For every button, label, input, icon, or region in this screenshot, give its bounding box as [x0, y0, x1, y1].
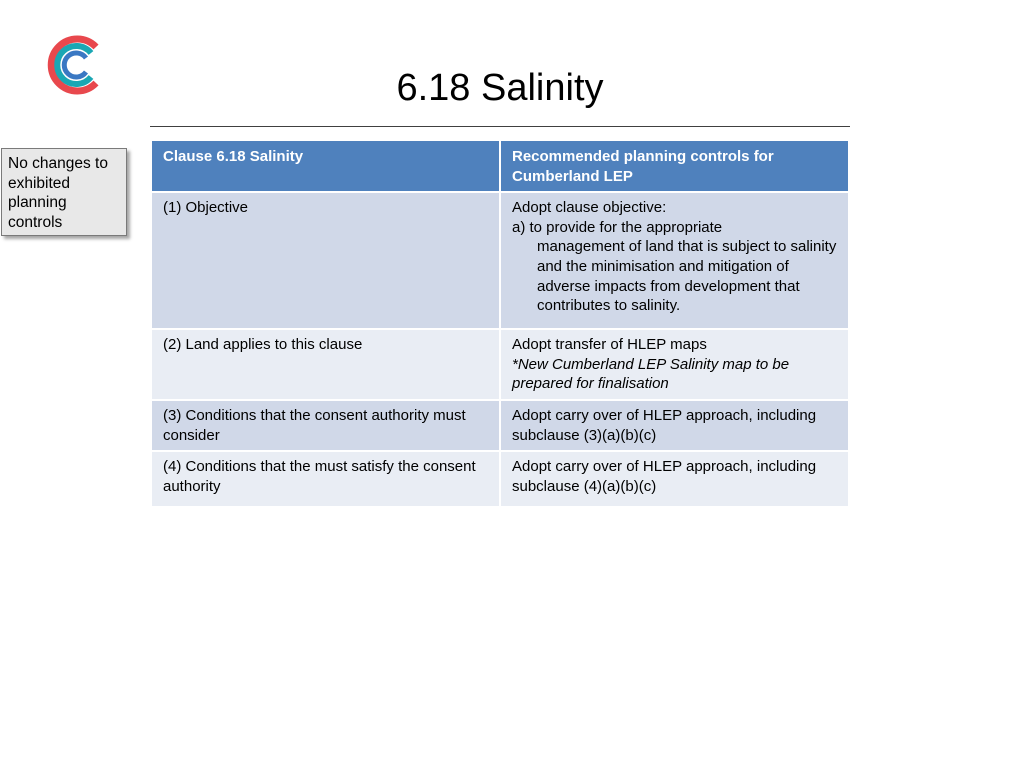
- table-row: [151, 329, 849, 400]
- recommendation-text: Adopt transfer of HLEP maps: [512, 336, 707, 354]
- recommendation-text: a) to provide for the appropriate: [512, 218, 723, 236]
- clause-cell: (4) Conditions that the must satisfy the consent authority: [151, 451, 500, 507]
- recommendation-text: management of land that is subject to salinity and the minimisation and mitigation of adverse impacts from development that contributes to salinity.: [537, 238, 837, 315]
- status-note-line: planning: [8, 194, 67, 211]
- clause-cell: (2) Land applies to this clause: [151, 329, 500, 400]
- status-note: [1, 148, 127, 236]
- recommendation-note: *New Cumberland LEP Salinity map to be prepared for finalisation: [512, 355, 790, 393]
- table-row: [151, 192, 849, 329]
- page-title: 6.18 Salinity: [396, 67, 604, 110]
- status-note-line: No changes to: [8, 155, 108, 172]
- status-note-line: controls: [8, 213, 63, 231]
- header-recommendation: Recommended planning controls for Cumberland LEP: [500, 140, 849, 192]
- clause-cell: (1) Objective: [151, 192, 500, 329]
- table-row: [151, 400, 849, 451]
- table-header-row: [151, 140, 849, 192]
- table-row: [151, 451, 849, 507]
- recommendation-cell: Adopt carry over of HLEP approach, including subclause (3)(a)(b)(c): [500, 400, 849, 451]
- header-clause: Clause 6.18 Salinity: [151, 140, 500, 192]
- recommendation-cell: Adopt carry over of HLEP approach, including subclause (4)(a)(b)(c): [500, 451, 849, 507]
- title-divider: [150, 126, 850, 127]
- recommendation-text: Adopt clause objective:: [512, 199, 667, 217]
- recommendation-cell: [500, 329, 849, 400]
- planning-controls-table: [150, 139, 850, 508]
- clause-cell: (3) Conditions that the consent authority must consider: [151, 400, 500, 451]
- recommendation-cell: [500, 192, 849, 329]
- status-note-line: exhibited: [8, 174, 71, 192]
